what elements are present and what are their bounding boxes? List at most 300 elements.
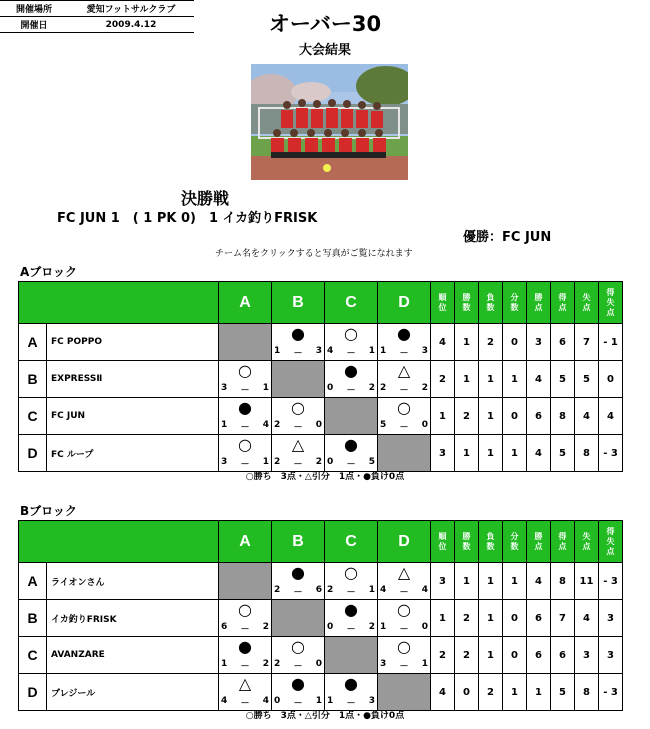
match-score <box>380 659 428 672</box>
match-result-cell <box>325 324 378 361</box>
final-score: FC JUN 1 ( 1 PK 0) 1 イカ釣りFRISK <box>57 211 318 226</box>
match-result <box>378 361 430 397</box>
score-separator: － <box>240 699 250 709</box>
goals-for: 4 <box>380 585 387 595</box>
goals-for: 4 <box>221 696 228 706</box>
stat-value: 3 <box>599 637 623 674</box>
stat-value: 1 <box>431 398 455 435</box>
goals-for: 1 <box>380 346 387 356</box>
stat-header-char: 失 <box>582 531 591 541</box>
stat-header-char: 得 <box>606 526 615 536</box>
stat-header-char: 位 <box>438 302 447 312</box>
goals-for: 1 <box>274 346 281 356</box>
column-header: A <box>219 282 272 324</box>
stat-value: 0 <box>503 637 527 674</box>
match-result-cell <box>378 361 431 398</box>
match-result <box>378 563 430 599</box>
stat-value: 1 <box>479 563 503 600</box>
score-separator: － <box>346 386 356 396</box>
result-mark-icon: ○ <box>238 435 252 454</box>
goals-against: 5 <box>368 457 375 467</box>
goals-for: 1 <box>327 696 334 706</box>
match-result-cell <box>325 674 378 711</box>
goals-against: 6 <box>315 585 322 595</box>
goals-for: 2 <box>380 383 387 393</box>
column-header: A <box>219 521 272 563</box>
stat-value: 6 <box>527 398 551 435</box>
goals-for: 5 <box>380 420 387 430</box>
stat-value: 4 <box>527 361 551 398</box>
champion-label: 優勝：FC JUN <box>463 230 552 245</box>
match-result <box>272 435 324 471</box>
block-b-title: Bブロック <box>20 504 77 518</box>
stat-header <box>479 521 503 563</box>
stat-header-char: 勝 <box>462 292 471 302</box>
block-b-table <box>18 520 623 711</box>
stat-value: 8 <box>551 398 575 435</box>
goals-against: 2 <box>315 457 322 467</box>
match-score <box>274 585 322 598</box>
stat-header <box>575 282 599 324</box>
goals-against: 1 <box>368 346 375 356</box>
match-score <box>221 383 269 396</box>
self-match-cell <box>272 361 325 398</box>
stat-header-char: 失 <box>582 292 591 302</box>
result-mark-icon: ○ <box>397 600 411 619</box>
header-row <box>19 282 623 324</box>
team-row <box>19 435 623 472</box>
stat-value: - 1 <box>599 324 623 361</box>
team-row <box>19 361 623 398</box>
stat-value: 1 <box>503 435 527 472</box>
stat-header-char: 勝 <box>462 531 471 541</box>
score-separator: － <box>346 349 356 359</box>
goals-for: 1 <box>221 659 228 669</box>
team-photo[interactable] <box>251 64 408 180</box>
stat-value: 3 <box>527 324 551 361</box>
match-result-cell <box>378 324 431 361</box>
header-corner <box>19 521 219 563</box>
match-score <box>221 659 269 672</box>
result-mark-icon: ○ <box>291 637 305 656</box>
match-score <box>327 383 375 396</box>
result-mark-icon: ● <box>344 361 358 380</box>
goals-for: 3 <box>380 659 387 669</box>
goals-against: 4 <box>421 585 428 595</box>
stat-value: 1 <box>455 361 479 398</box>
match-score <box>380 346 428 359</box>
team-name-link[interactable]: イカ釣りFRISK <box>47 600 219 637</box>
stat-value: 2 <box>431 637 455 674</box>
score-separator: － <box>399 423 409 433</box>
team-row <box>19 324 623 361</box>
match-result-cell <box>378 398 431 435</box>
goals-for: 3 <box>221 383 228 393</box>
row-letter: D <box>19 674 47 711</box>
self-match-cell <box>378 674 431 711</box>
team-name-link[interactable]: AVANZARE <box>47 637 219 674</box>
match-result-cell <box>325 600 378 637</box>
score-separator: － <box>399 349 409 359</box>
stat-header <box>431 521 455 563</box>
match-result-cell <box>378 600 431 637</box>
goals-for: 2 <box>327 585 334 595</box>
goals-against: 2 <box>262 659 269 669</box>
stat-header-char: 数 <box>486 302 495 312</box>
stat-header-char: 順 <box>438 292 447 302</box>
stat-value: 4 <box>575 398 599 435</box>
stat-value: 7 <box>551 600 575 637</box>
goals-against: 4 <box>262 420 269 430</box>
score-separator: － <box>346 588 356 598</box>
column-header: B <box>272 282 325 324</box>
header-row <box>19 521 623 563</box>
stat-header-char: 数 <box>510 302 519 312</box>
goals-against: 1 <box>262 383 269 393</box>
team-row <box>19 637 623 674</box>
team-name-link[interactable]: FC POPPO <box>47 324 219 361</box>
match-result-cell <box>219 674 272 711</box>
match-score <box>274 659 322 672</box>
team-name-link[interactable]: EXPRESSⅡ <box>47 361 219 398</box>
stat-value: 0 <box>599 361 623 398</box>
stat-value: 5 <box>551 674 575 711</box>
stat-header <box>527 282 551 324</box>
stat-header <box>551 282 575 324</box>
goals-for: 0 <box>327 622 334 632</box>
goals-against: 3 <box>368 696 375 706</box>
match-score <box>380 420 428 433</box>
result-mark-icon: ● <box>238 637 252 656</box>
stat-value: 7 <box>575 324 599 361</box>
result-mark-icon: ○ <box>397 398 411 417</box>
result-mark-icon: △ <box>238 674 252 693</box>
team-name-link[interactable]: FC ループ <box>47 435 219 472</box>
match-result <box>219 674 271 710</box>
result-mark-icon: ○ <box>397 637 411 656</box>
goals-against: 1 <box>421 659 428 669</box>
match-result-cell <box>378 637 431 674</box>
stat-header-char: 点 <box>534 302 543 312</box>
block-a-legend: ○勝ち 3点・△引分 1点・●負け0点 <box>245 472 405 482</box>
stat-value: 1 <box>503 361 527 398</box>
self-match-cell <box>219 324 272 361</box>
score-separator: － <box>293 699 303 709</box>
match-score <box>221 420 269 433</box>
stat-header <box>431 282 455 324</box>
match-result <box>325 600 377 636</box>
score-separator: － <box>399 625 409 635</box>
goals-for: 0 <box>274 696 281 706</box>
score-separator: － <box>240 625 250 635</box>
stat-value: 2 <box>479 324 503 361</box>
stat-value: 1 <box>479 361 503 398</box>
stat-value: 1 <box>455 435 479 472</box>
score-separator: － <box>293 460 303 470</box>
match-result-cell <box>219 435 272 472</box>
stat-header-char: 点 <box>606 546 615 556</box>
match-result-cell <box>325 361 378 398</box>
stat-value: 11 <box>575 563 599 600</box>
score-separator: － <box>293 423 303 433</box>
match-result <box>325 324 377 360</box>
goals-for: 2 <box>274 420 281 430</box>
stat-header <box>599 282 623 324</box>
match-result-cell <box>219 637 272 674</box>
stat-value: 1 <box>431 600 455 637</box>
stat-header-char: 点 <box>582 541 591 551</box>
stat-value: 4 <box>599 398 623 435</box>
goals-for: 2 <box>274 659 281 669</box>
score-separator: － <box>240 386 250 396</box>
info-label: 開催日 <box>0 17 68 33</box>
team-photo-image <box>251 64 408 180</box>
info-value: 愛知フットサルクラブ <box>68 1 194 17</box>
stat-value: 8 <box>575 435 599 472</box>
goals-for: 1 <box>380 622 387 632</box>
result-mark-icon: △ <box>397 361 411 380</box>
row-letter: D <box>19 435 47 472</box>
match-result-cell <box>325 435 378 472</box>
stat-header-char: 点 <box>534 541 543 551</box>
goals-against: 2 <box>368 622 375 632</box>
result-mark-icon: ○ <box>344 324 358 343</box>
stat-value: 6 <box>551 324 575 361</box>
goals-against: 3 <box>315 346 322 356</box>
stat-header-char: 得 <box>558 292 567 302</box>
goals-for: 6 <box>221 622 228 632</box>
score-separator: － <box>240 423 250 433</box>
stat-header-char: 負 <box>486 531 495 541</box>
match-result <box>219 600 271 636</box>
goals-against: 0 <box>421 420 428 430</box>
stat-header-char: 失 <box>606 536 615 546</box>
stat-header-char: 勝 <box>534 292 543 302</box>
goals-against: 1 <box>368 585 375 595</box>
score-separator: － <box>240 460 250 470</box>
block-a-title: Aブロック <box>20 265 78 279</box>
result-mark-icon: ○ <box>238 600 252 619</box>
stat-value: 0 <box>503 600 527 637</box>
match-result-cell <box>272 563 325 600</box>
goals-for: 2 <box>274 585 281 595</box>
stat-header <box>527 521 551 563</box>
goals-against: 4 <box>262 696 269 706</box>
goals-against: 2 <box>262 622 269 632</box>
self-match-cell <box>219 563 272 600</box>
info-label: 開催場所 <box>0 1 68 17</box>
match-result <box>378 600 430 636</box>
match-result <box>219 435 271 471</box>
match-score <box>274 346 322 359</box>
score-separator: － <box>346 625 356 635</box>
stat-header <box>575 521 599 563</box>
match-result <box>219 398 271 434</box>
score-separator: － <box>399 662 409 672</box>
stat-value: - 3 <box>599 563 623 600</box>
stat-value: 8 <box>551 563 575 600</box>
result-mark-icon: ○ <box>344 563 358 582</box>
stat-header-char: 点 <box>558 541 567 551</box>
info-value: 2009.4.12 <box>68 17 194 33</box>
result-mark-icon: ● <box>291 324 305 343</box>
match-score <box>327 346 375 359</box>
goals-against: 2 <box>421 383 428 393</box>
stat-value: 4 <box>431 674 455 711</box>
match-score <box>221 622 269 635</box>
stat-header-char: 点 <box>606 307 615 317</box>
stat-value: 3 <box>599 600 623 637</box>
match-result-cell <box>272 674 325 711</box>
match-score <box>380 585 428 598</box>
score-separator: － <box>346 699 356 709</box>
result-mark-icon: ● <box>344 674 358 693</box>
stat-header-char: 得 <box>606 287 615 297</box>
column-header: C <box>325 521 378 563</box>
column-header: B <box>272 521 325 563</box>
stat-value: 1 <box>479 398 503 435</box>
match-result <box>219 637 271 673</box>
stat-value: 4 <box>431 324 455 361</box>
stat-header <box>503 282 527 324</box>
result-mark-icon: ● <box>291 674 305 693</box>
result-mark-icon: ● <box>344 435 358 454</box>
row-letter: B <box>19 600 47 637</box>
stat-value: 1 <box>479 600 503 637</box>
goals-for: 1 <box>221 420 228 430</box>
stat-value: 2 <box>455 637 479 674</box>
match-result-cell <box>219 398 272 435</box>
match-result-cell <box>219 361 272 398</box>
result-mark-icon: ● <box>397 324 411 343</box>
stat-header-char: 得 <box>558 531 567 541</box>
match-result-cell <box>272 637 325 674</box>
match-result-cell <box>272 435 325 472</box>
goals-against: 1 <box>262 457 269 467</box>
stat-header-char: 負 <box>486 292 495 302</box>
match-result <box>272 398 324 434</box>
goals-for: 3 <box>221 457 228 467</box>
score-separator: － <box>399 386 409 396</box>
stat-header <box>551 521 575 563</box>
score-separator: － <box>293 662 303 672</box>
team-name-link[interactable]: ブレジール <box>47 674 219 711</box>
header-corner <box>19 282 219 324</box>
block-a-table <box>18 281 623 472</box>
stat-value: 1 <box>503 674 527 711</box>
stat-value: 4 <box>527 435 551 472</box>
team-name-link[interactable]: FC JUN <box>47 398 219 435</box>
stat-value: 0 <box>503 324 527 361</box>
match-result <box>219 361 271 397</box>
stat-header <box>599 521 623 563</box>
stat-value: 8 <box>575 674 599 711</box>
match-score <box>327 585 375 598</box>
score-separator: － <box>399 588 409 598</box>
stat-value: 4 <box>575 600 599 637</box>
row-letter: A <box>19 563 47 600</box>
row-letter: A <box>19 324 47 361</box>
column-header: C <box>325 282 378 324</box>
stat-value: 2 <box>455 600 479 637</box>
match-result <box>325 361 377 397</box>
goals-against: 1 <box>315 696 322 706</box>
stat-header-char: 分 <box>510 531 519 541</box>
match-result <box>325 563 377 599</box>
result-mark-icon: ● <box>344 600 358 619</box>
team-name-link[interactable]: ライオンさん <box>47 563 219 600</box>
result-mark-icon: △ <box>397 563 411 582</box>
stat-value: 6 <box>551 637 575 674</box>
stat-header <box>479 282 503 324</box>
page-subtitle: 大会結果 <box>298 43 351 58</box>
goals-for: 0 <box>327 383 334 393</box>
stat-value: 2 <box>455 398 479 435</box>
stat-value: 2 <box>431 361 455 398</box>
goals-for: 0 <box>327 457 334 467</box>
stat-header-char: 分 <box>510 292 519 302</box>
match-result <box>272 324 324 360</box>
score-separator: － <box>346 460 356 470</box>
stat-value: 1 <box>503 563 527 600</box>
stat-value: 6 <box>527 600 551 637</box>
score-separator: － <box>293 349 303 359</box>
stat-value: 3 <box>575 637 599 674</box>
stat-header-char: 失 <box>606 297 615 307</box>
stat-value: 1 <box>479 637 503 674</box>
stat-value: - 3 <box>599 674 623 711</box>
stat-value: 1 <box>455 563 479 600</box>
goals-against: 0 <box>315 659 322 669</box>
match-result-cell <box>325 563 378 600</box>
match-score <box>327 622 375 635</box>
match-result <box>325 435 377 471</box>
stat-value: 3 <box>431 435 455 472</box>
stat-header-char: 数 <box>510 541 519 551</box>
stat-header-char: 位 <box>438 541 447 551</box>
match-result-cell <box>219 600 272 637</box>
match-result-cell <box>272 324 325 361</box>
result-mark-icon: △ <box>291 435 305 454</box>
final-heading: 決勝戦 <box>180 189 229 208</box>
stat-value: 1 <box>479 435 503 472</box>
stat-value: 2 <box>479 674 503 711</box>
team-row <box>19 398 623 435</box>
match-result <box>325 674 377 710</box>
block-b-legend: ○勝ち 3点・△引分 1点・●負け0点 <box>245 711 405 721</box>
match-result <box>378 398 430 434</box>
self-match-cell <box>272 600 325 637</box>
goals-for: 4 <box>327 346 334 356</box>
page-title: オーバー30 <box>268 12 382 36</box>
match-score <box>380 622 428 635</box>
column-header: D <box>378 521 431 563</box>
match-score <box>380 383 428 396</box>
column-header: D <box>378 282 431 324</box>
goals-against: 2 <box>368 383 375 393</box>
match-result-cell <box>272 398 325 435</box>
stat-header-char: 点 <box>582 302 591 312</box>
team-row <box>19 600 623 637</box>
stat-value: 4 <box>527 563 551 600</box>
self-match-cell <box>325 398 378 435</box>
score-separator: － <box>293 588 303 598</box>
self-match-cell <box>378 435 431 472</box>
match-result <box>378 324 430 360</box>
team-row <box>19 563 623 600</box>
stat-header-char: 数 <box>462 541 471 551</box>
team-row <box>19 674 623 711</box>
